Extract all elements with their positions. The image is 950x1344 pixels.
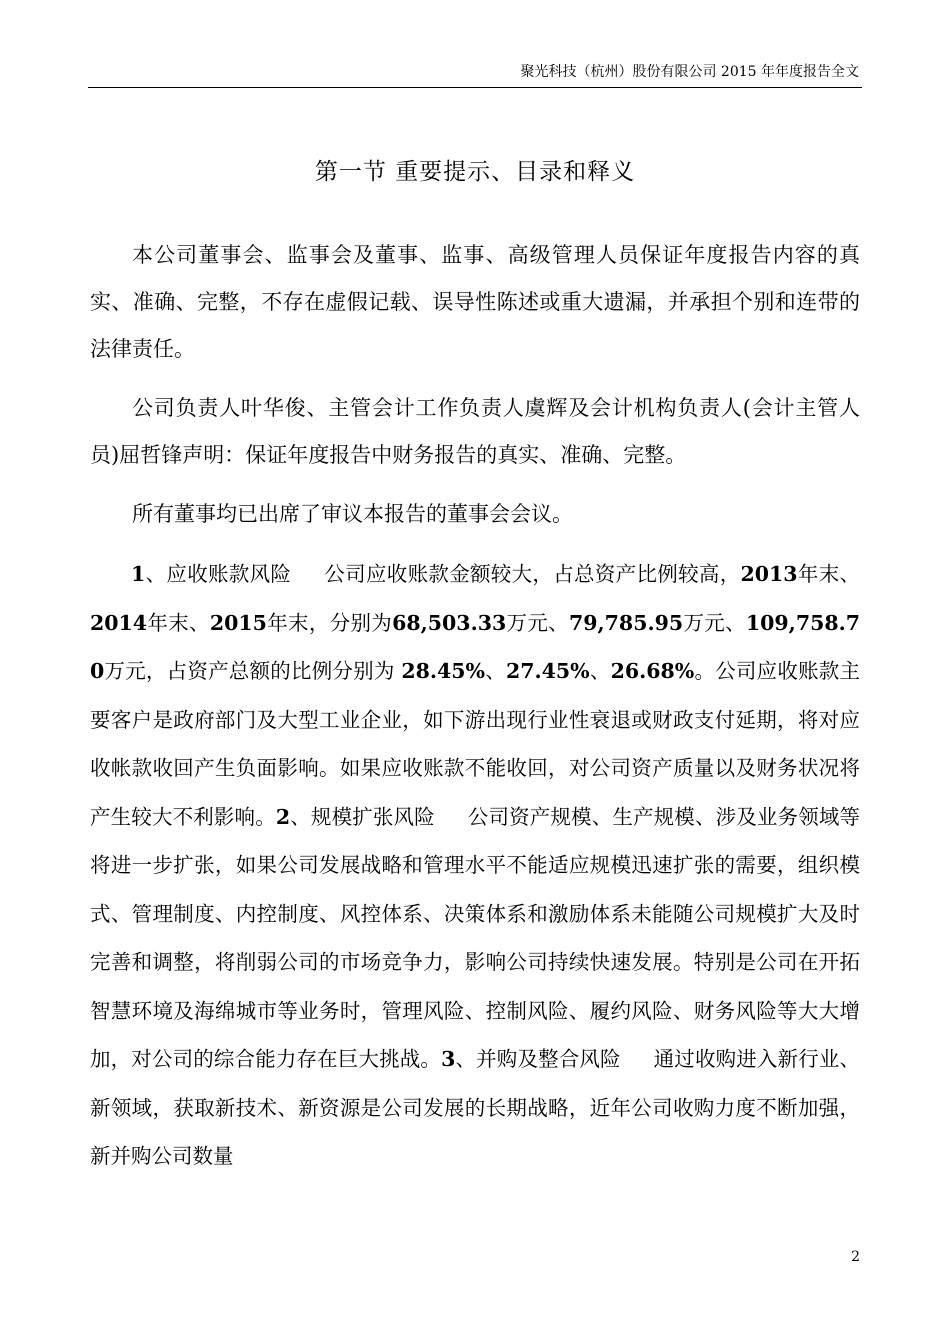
risk-2-title: 、规模扩张风险 [290,804,435,829]
risk-1-text: 年末、 [147,610,210,635]
risk-1-text: 年末、 [797,562,861,586]
separator: 、 [485,659,506,683]
ratio-2015: 26.68% [610,659,695,683]
receivable-2015: 109,758.70 [90,610,861,683]
risk-1-text: 万元、 [506,610,569,635]
receivable-2013: 68,503.33 [392,610,507,635]
header-divider [88,87,862,88]
running-header: 聚光科技（杭州）股份有限公司 2015 年年度报告全文 [520,64,859,80]
risk-2-number: 2 [275,804,291,829]
risk-3-title: 、并购及整合风险 [455,1047,621,1071]
risk-1-text: 万元，占资产总额的比例分别为 [104,659,395,683]
year-2015: 2015 [209,610,267,635]
risk-1-text: 万元、 [683,610,746,635]
risk-1-number: 1 [131,562,146,586]
risk-3-number: 3 [441,1047,456,1071]
paragraph-responsible-persons: 公司负责人叶华俊、主管会计工作负责人虞辉及会计机构负责人(会计主管人员)屈哲锋声明：保证年度报告中财务报告的真实、准确、完整。 [90,396,860,467]
risk-3-text: 通过收购进入新行业、新领域，获取新技术、新资源是公司发展的长期战略，近年公司收购力度不断加强，新并购公司数量 [90,1047,861,1168]
risk-1-text: 年末，分别为 [266,610,393,635]
body-text [90,232,860,1193]
paragraph-guarantee: 本公司董事会、监事会及董事、监事、高级管理人员保证年度报告内容的真实、准确、完整，不存在虚假记载、误导性陈述或重大遗漏，并承担个别和连带的法律责任。 [90,243,860,361]
ratio-2013: 28.45% [401,659,486,683]
section-title: 第一节 重要提示、目录和释义 [314,159,636,185]
separator: 、 [589,659,611,683]
risk-2-text: 公司资产规模、生产规模、涉及业务领域等将进一步扩张，如果公司发展战略和管理水平不能适应规模迅速扩张的需要，组织模式、管理制度、内控制度、风控体系、决策体系和激励体系未能随公司规模扩大及时完善和调整，将削弱公司的市场竞争力，影响公司持续快速发展。特别是公司在开拓智慧环境及海绵城市等业务时，管理风险、控制风险、履约风险、财务风险等大大增加，对公司的综合能力存在巨大挑战。 [90,804,861,1071]
risk-1-title: 、应收账款风险 [145,562,292,586]
year-2014: 2014 [90,610,148,635]
page-number: 2 [851,1249,860,1265]
paragraph-board-attendance: 所有董事均已出席了审议本报告的董事会会议。 [132,502,573,526]
paragraph-risk-factors [90,550,860,1181]
ratio-2014: 27.45% [505,659,590,683]
receivable-2014: 79,785.95 [569,610,684,635]
year-2013: 2013 [740,562,798,586]
risk-1-text: 公司应收账款金额较大，占总资产比例较高， [324,562,741,586]
risk-1-text: 。公司应收账款主要客户是政府部门及大型工业企业，如下游出现行业性衰退或财政支付延期，将对应收帐款收回产生负面影响。如果应收账款不能收回，对公司资产质量以及财务状况将产生较大不利影响。 [90,659,861,829]
